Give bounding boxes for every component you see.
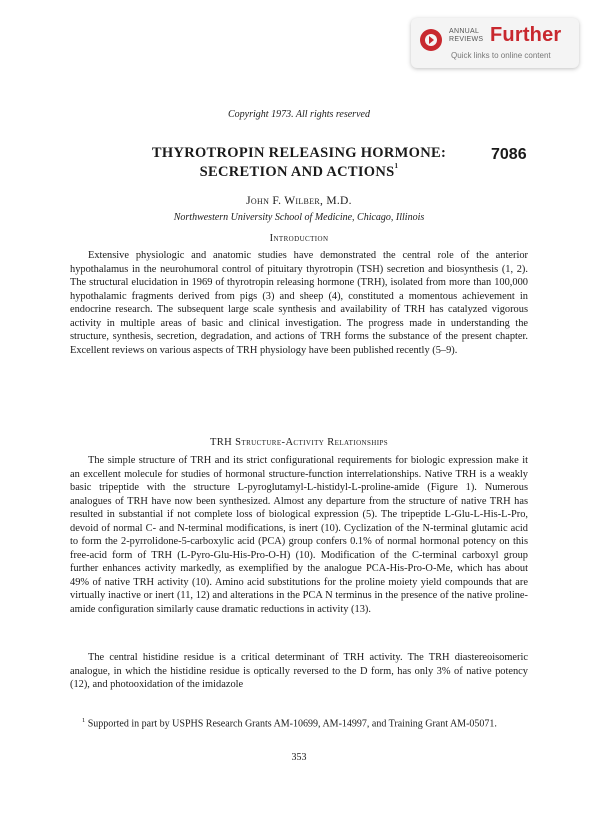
further-banner[interactable] (411, 18, 579, 68)
introduction-paragraph (70, 249, 528, 357)
author-name: John F. Wilber, M.D. (246, 195, 352, 207)
structure-activity-paragraph (70, 454, 528, 616)
title-line-2 (0, 164, 598, 181)
footnote-text: Supported in part by USPHS Research Grants AM-10699, AM-14997, and Training Grant AM-05071. (87, 718, 497, 730)
histidine-paragraph (70, 651, 528, 692)
structure-activity-text: The simple structure of TRH and its strict configurational requirements for biologic expression make it an excellent molecule for studies of hormonal structure-function interrelationships. Native TRH is a weakly basic tripeptide with the structure L-pyroglutamyl-L-histidyl-L-proline-amide (Figure 1). Numerous analogues of TRH have now been synthesized. Almost any departure from the structure of native TRH has resulted in substantial if not complete loss of biological expression (5). The tripeptide L-Glu-L-His-L-Pro, devoid of normal C- and N-terminal modifications, is inert (10). Cyclization of the N-terminal glutamic acid to form the 2-pyrrolidone-5-carboxylic acid (PCA) group confers 0.1% of normal hormonal potency on this free-acid form of TRH (L-Pyro-Glu-His-Pro-O-H) (10). Modification of the C-terminal carboxyl group further enhances activity markedly, as exemplified by the analogue PCA-His-Pro-O-Me, which has about 49% of native TRH activity (10). Amino acid substitutions for the proline moiety yield compounds that are virtually inactive or inert (11, 12) and alterations in the PCA N terminus in the presence of the native proline-amide configuration similarly cause dramatic reductions in activity (13). (70, 455, 528, 615)
page-number: 353 (291, 752, 307, 763)
histidine-text: The central histidine residue is a critical determinant of TRH activity. The TRH diastereoisomeric analogue, in which the histidine residue is optically reversed to the D form, has only 3% of native potency (12), and photooxidation of the imidazole (70, 652, 528, 690)
footnote (70, 714, 528, 730)
author-affiliation: Northwestern University School of Medicine, Chicago, Illinois (173, 212, 425, 223)
title-footnote-mark: 1 (394, 162, 399, 170)
introduction-heading: Introduction (269, 233, 329, 244)
title-line-2-text: SECRETION AND ACTIONS (199, 164, 395, 180)
further-label: Further (490, 24, 562, 46)
introduction-text: Extensive physiologic and anatomic studies have demonstrated the central role of the anterior hypothalamus in the neurohumoral control of pituitary thyrotropin (TSH) secretion and biosynthesis (1, 2). The structural elucidation in 1969 of thyrotropin releasing hormone (TRH), isolated from more than 100,000 hypothalamic fragments derived from pigs (3) and sheep (4), constituted a momentous achievement in endocrine research. The subsequent large scale synthesis and availability of TRH has catalyzed vigorous activity in multiple areas of basic and clinical investigation. The progress made in understanding the structure, synthesis, secretion, degradation, and actions of TRH forms the substance of the present chapter. Excellent reviews on various aspects of TRH physiology have been published recently (5–9). (70, 250, 528, 356)
annual-reviews-label: ANNUAL REVIEWS (449, 28, 484, 43)
article-code: 7086 (491, 146, 527, 163)
further-logo-icon (420, 29, 442, 51)
structure-activity-heading: TRH Structure-Activity Relationships (209, 437, 389, 448)
copyright-notice: Copyright 1973. All rights reserved (228, 109, 370, 120)
title-line-1: THYROTROPIN RELEASING HORMONE: (151, 145, 447, 161)
footnote-mark: 1 (82, 717, 86, 724)
quick-links-label: Quick links to online content (451, 51, 551, 60)
